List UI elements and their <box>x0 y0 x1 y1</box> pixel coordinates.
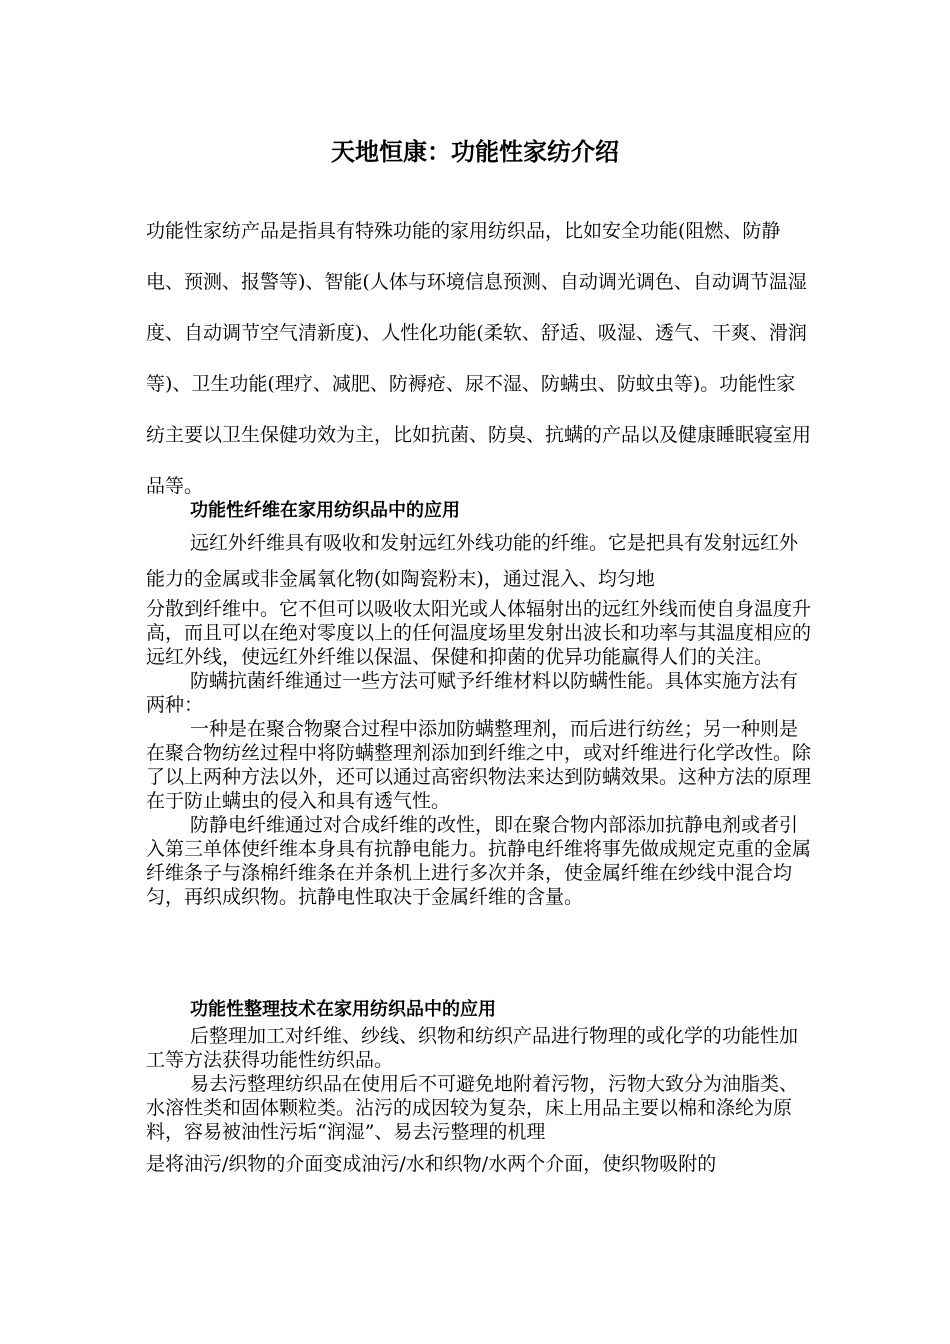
paragraph-far-infrared-body: 分散到纤维中。它不但可以吸收太阳光或人体辐射出的远红外线而使自身温度升高，而且可以在绝对零度以上的任何温度场里发射出波长和功率与其温度相应的远红外线，使远红外纤维以保温、保健和抑菌的优异功能赢得人们的关注。 <box>146 598 812 668</box>
paragraph-anti-mite: 防螨抗菌纤维通过一些方法可赋予纤维材料以防螨性能。具体实施方法有两种： <box>146 670 799 716</box>
section-functional-fiber <box>146 497 811 909</box>
section-functional-finishing <box>146 996 811 1176</box>
paragraph-finishing-intro: 后整理加工对纤维、纱线、织物和纺织产品进行物理的或化学的功能性加工等方法获得功能性纺织品。 <box>146 1025 799 1071</box>
section-heading: 功能性纤维在家用纺织品中的应用 <box>190 500 460 521</box>
section-heading: 功能性整理技术在家用纺织品中的应用 <box>190 999 496 1020</box>
paragraph-anti-static: 防静电纤维通过对合成纤维的改性，即在聚合物内部添加抗静电剂或者引入第三单体使纤维本身具有抗静电能力。抗静电纤维将事先做成规定克重的金属纤维条子与涤棉纤维条在并条机上进行多次并条，使金属纤维在纱线中混合均匀，再织成织物。抗静电性取决于金属纤维的含量。 <box>146 814 812 908</box>
paragraph-soil-release: 易去污整理纺织品在使用后不可避免地附着污物，污物大致分为油脂类、水溶性类和固体颗粒类。沾污的成因较为复杂，床上用品主要以棉和涤纶为原料，容易被油性污垢“润湿”、易去污整理的机理 <box>146 1073 799 1143</box>
paragraph-anti-mite-methods: 一种是在聚合物聚合过程中添加防螨整理剂，而后进行纺丝；另一种则是在聚合物纺丝过程中将防螨整理剂添加到纤维之中，或对纤维进行化学改性。除了以上两种方法以外，还可以通过高密织物法来达到防螨效果。这种方法的原理在于防止螨虫的侵入和具有透气性。 <box>146 718 812 812</box>
document-title: 天地恒康：功能性家纺介绍 <box>331 138 619 166</box>
paragraph-far-infrared-intro: 远红外纤维具有吸收和发射远红外线功能的纤维。它是把具有发射远红外能力的金属或非金属氧化物(如陶瓷粉末)，通过混入、均匀地 <box>146 532 799 590</box>
intro-paragraph: 功能性家纺产品是指具有特殊功能的家用纺织品，比如安全功能(阻燃、防静电、预测、报警等)、智能(人体与环境信息预测、自动调光调色、自动调节温湿度、自动调节空气清新度)、人性化功能(柔软、舒适、吸湿、透气、干爽、滑润等)、卫生功能(理疗、减肥、防褥疮、尿不湿、防螨虫、防蚊虫等)。功能性家纺主要以卫生保健功效为主，比如抗菌、防臭、抗螨的产品以及健康睡眠寝室用品等。 <box>146 220 812 497</box>
paragraph-soil-release-cont: 是将油污/织物的介面变成油污/水和织物/水两个介面，使织物吸附的 <box>146 1153 717 1175</box>
